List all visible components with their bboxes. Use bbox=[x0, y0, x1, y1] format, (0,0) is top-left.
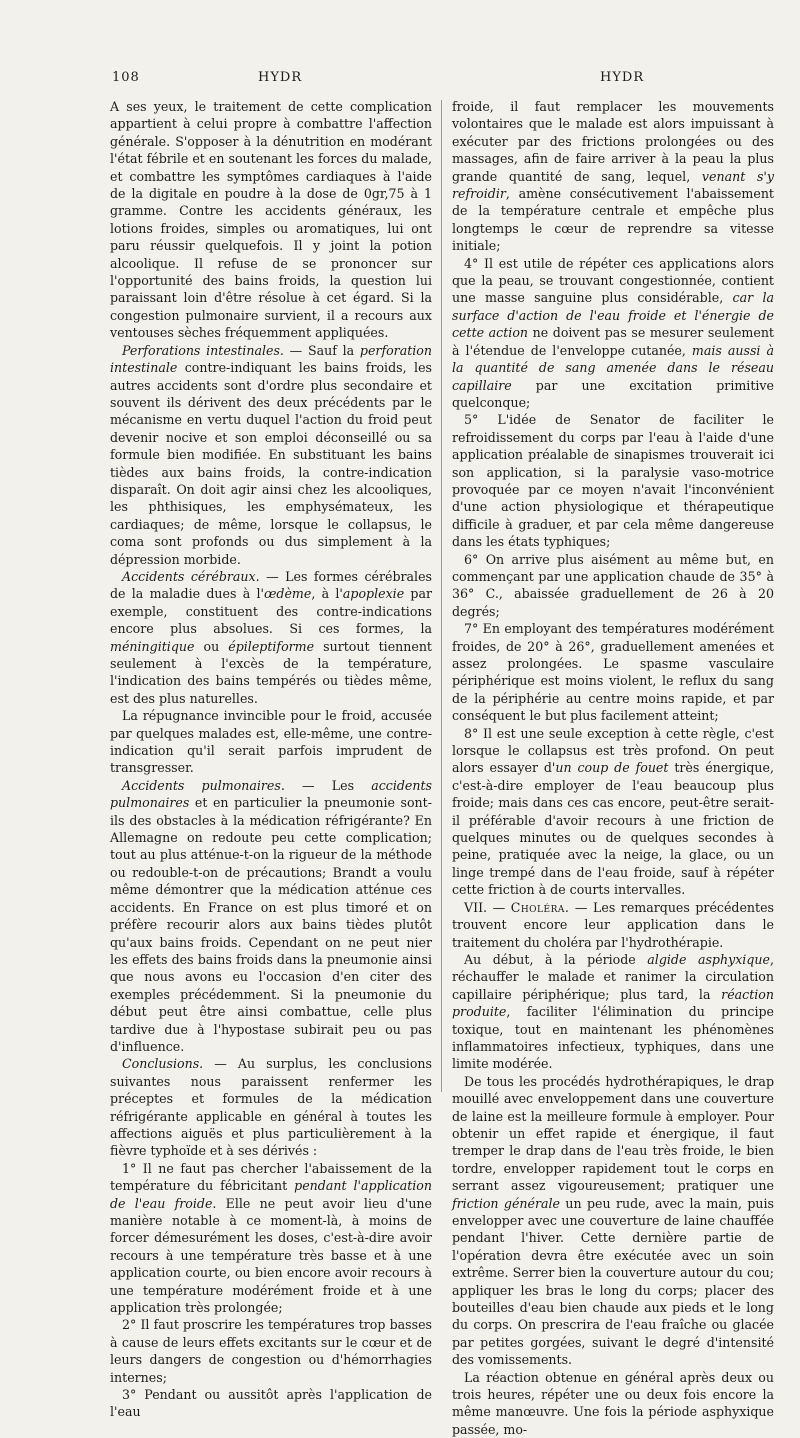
paragraph: VII. — Choléra. — Les remarques précédentes trouvent encore leur application dans le traitement du choléra par l'hydrothérapie. bbox=[452, 899, 775, 950]
paragraph: Accidents pulmonaires. — Les accidents pulmonaires et en particulier la pneumonie sont-ils des obstacles à la médication réfrigérante? En Allemagne on redoute peu cette complication; tout au plus atténue-t-on la rigueur de la méthode ou redouble-t-on de précautions; Brandt a voulu même démontrer que la médication atténue ces accidents. En France on est plus timoré et on préfère recourir alors aux bains tièdes plutôt qu'aux bains froids. Cependant on ne peut nier les effets des bains froids dans la pneumonie ainsi que nous avons eu l'occasion d'en citer des exemples précédemment. Si la pneumonie du début peut être ainsi combattue, celle plus tardive due à l'hypostase subirait peu ou pas d'influence. bbox=[110, 777, 432, 1054]
paragraph: froide, il faut remplacer les mouvements volontaires que le malade est alors impuissant à exécuter par des frictions prolongées ou des massages, afin de faire arriver à la peau la plus grande quantité de sang, lequel, venant s'y refroidir, amène consécutivement l'abaissement de la température centrale et empêche plus longtemps le cœur de reprendre sa vitesse initiale; bbox=[452, 99, 774, 254]
section-heading: Choléra. bbox=[510, 899, 570, 915]
paragraph: 3° Pendant ou aussitôt après l'application de l'eau bbox=[110, 1387, 432, 1420]
paragraph: 2° Il faut proscrire les températures trop basses à cause de leurs effets excitants sur le cœur et de leurs dangers de congestion ou d'hémorrhagies internes; bbox=[110, 1317, 432, 1385]
running-title-right: HYDR bbox=[600, 70, 645, 85]
paragraph: La répugnance invincible pour le froid, accusée par quelques malades est, elle-même, une contre-indication qu'il serait parfois imprudent de transgresser. bbox=[110, 708, 432, 776]
page-number: 108 bbox=[112, 70, 140, 85]
paragraph: 4° Il est utile de répéter ces applications alors que la peau, se trouvant congestionnée, contient une masse sanguine plus considérable, car la surface d'action de l'eau froide et l'énergie de cette action ne doivent pas se mesurer seulement à l'étendue de l'enveloppe cutanée, mais aussi à la quantité de sang amenée dans le réseau capillaire par une excitation primitive quelconque; bbox=[452, 255, 775, 410]
paragraph: La réaction obtenue en général après deux ou trois heures, répéter une ou deux fois encore la même manœuvre. Une fois la période asphyxique passée, mo- bbox=[452, 1369, 774, 1437]
page-header bbox=[0, 66, 800, 90]
paragraph: A ses yeux, le traitement de cette complication appartient à celui propre à combattre l'affection générale. S'opposer à la dénutrition en modérant l'état fébrile et en soutenant les forces du malade, et combattre les symptômes cardiaques à l'aide de la digitale en poudre à la dose de 0gr,75 à 1 gramme. Contre les accidents généraux, les lotions froides, simples ou aromatiques, lui ont paru réussir quelquefois. Il y joint la potion alcoolique. Il refuse de se prononcer sur l'opportunité des bains froids, la question lui paraissant loin d'être résolue à cet égard. Si la congestion pulmonaire survient, il a recours aux ventouses sèches fréquemment appliquées. bbox=[110, 99, 432, 341]
paragraph: 6° On arrive plus aisément au même but, en commençant par une application chaude de 35° à 36° C., abaissée graduellement de 26 à 20 degrés; bbox=[452, 551, 774, 619]
paragraph: Au début, à la période algide asphyxique, réchauffer le malade et ranimer la circulation capillaire périphérique; plus tard, la réaction produite, faciliter l'élimination du principe toxique, tout en maintenant les phénomènes inflammatoires infectieux, typhiques, dans une limite modérée. bbox=[452, 951, 774, 1072]
paragraph: De tous les procédés hydrothérapiques, le drap mouillé avec enveloppement dans une couverture de laine est la meilleure formule à employer. Pour obtenir un effet rapide et énergique, il faut tremper le drap dans de l'eau très froide, le bien tordre, envelopper rapidement tout le corps en serrant assez vigoureusement; pratiquer une friction générale un peu rude, avec la main, puis envelopper avec une couverture de laine chauffée pendant l'hiver. Cette dernière partie de l'opération devra être exécutée avec un soin extrême. Serrer bien la couverture autour du cou; appliquer les bras le long du corps; placer des bouteilles d'eau bien chaude aux pieds et le long du corps. On prescrira de l'eau fraîche ou glacée par petites gorgées, suivant le degré d'intensité des vomissements. bbox=[452, 1073, 774, 1368]
paragraph: Conclusions. — Au surplus, les conclusions suivantes nous paraissent renfermer les préceptes et formules de la médication réfrigérante applicable en général à toutes les affections aiguës et plus particulièrement à la fièvre typhoïde et à ses dérivés : bbox=[110, 1056, 432, 1159]
section-heading: Accidents pulmonaires. bbox=[122, 777, 285, 793]
left-column bbox=[110, 98, 433, 1420]
section-heading: Perforations intestinales. bbox=[122, 342, 284, 358]
paragraph: 7° En employant des températures modérément froides, de 20° à 26°, graduellement amenées et assez prolongées. Le spasme vasculaire périphérique est moins violent, le reflux du sang de la périphérie au centre moins rapide, et par conséquent le but plus facilement atteint; bbox=[452, 621, 774, 724]
column-divider bbox=[441, 100, 442, 1092]
paragraph: 1° Il ne faut pas chercher l'abaissement de la température du fébricitant pendant l'application de l'eau froide. Elle ne peut avoir lieu d'une manière notable à ce moment-là, à moins de forcer démesurément les doses, c'est-à-dire avoir recours à une température très basse et à une application courte, ou bien encore avoir recours à une température modérément froide et à une application très prolongée; bbox=[110, 1160, 432, 1316]
section-heading: Accidents cérébraux. bbox=[122, 568, 260, 584]
running-title-left: HYDR bbox=[258, 70, 303, 85]
section-heading: Conclusions. bbox=[122, 1056, 204, 1072]
paragraph: Accidents cérébraux. — Les formes cérébrales de la maladie dues à l'œdème, à l'apoplexie par exemple, constituent des contre-indications encore plus absolues. Si ces formes, la méningitique ou épileptiforme surtout tiennent seulement à l'excès de la température, l'indication des bains tempérés ou tièdes même, est des plus naturelles. bbox=[110, 568, 433, 706]
paragraph: Perforations intestinales. — Sauf la perforation intestinale contre-indiquant les bains froids, les autres accidents sont d'ordre plus secondaire et souvent ils dérivent des deux précédents par le mécanisme en vertu duquel l'action du froid peut devenir nocive et son emploi déconseillé ou sa formule bien modifiée. En substituant les bains tièdes aux bains froids, la contre-indication disparaît. On doit agir ainsi chez les alcooliques, les phthisiques, les emphysémateux, les cardiaques; de même, lorsque le collapsus, le coma sont profonds ou dus simplement à la dépression morbide. bbox=[110, 342, 432, 567]
right-column bbox=[452, 98, 775, 1437]
paragraph: 8° Il est une seule exception à cette règle, c'est lorsque le collapsus est très profond. On peut alors essayer d'un coup de fouet très énergique, c'est-à-dire employer de l'eau beaucoup plus froide; mais dans ces cas encore, peut-être serait-il préférable d'avoir recours à une friction de quelques minutes ou de quelques secondes à peine, pratiquée avec la neige, la glace, ou un linge trempé dans de l'eau froide, sauf à répéter cette friction à de courts intervalles. bbox=[452, 725, 774, 898]
paragraph: 5° L'idée de Senator de faciliter le refroidissement du corps par l'eau à l'aide d'une application préalable de sinapismes trouverait ici son application, si la paralysie vaso-motrice provoquée par ce moyen n'avait l'inconvénient d'une action physiologique et thérapeutique difficile à graduer, et par cela même dangereuse dans les états typhiques; bbox=[452, 412, 774, 550]
